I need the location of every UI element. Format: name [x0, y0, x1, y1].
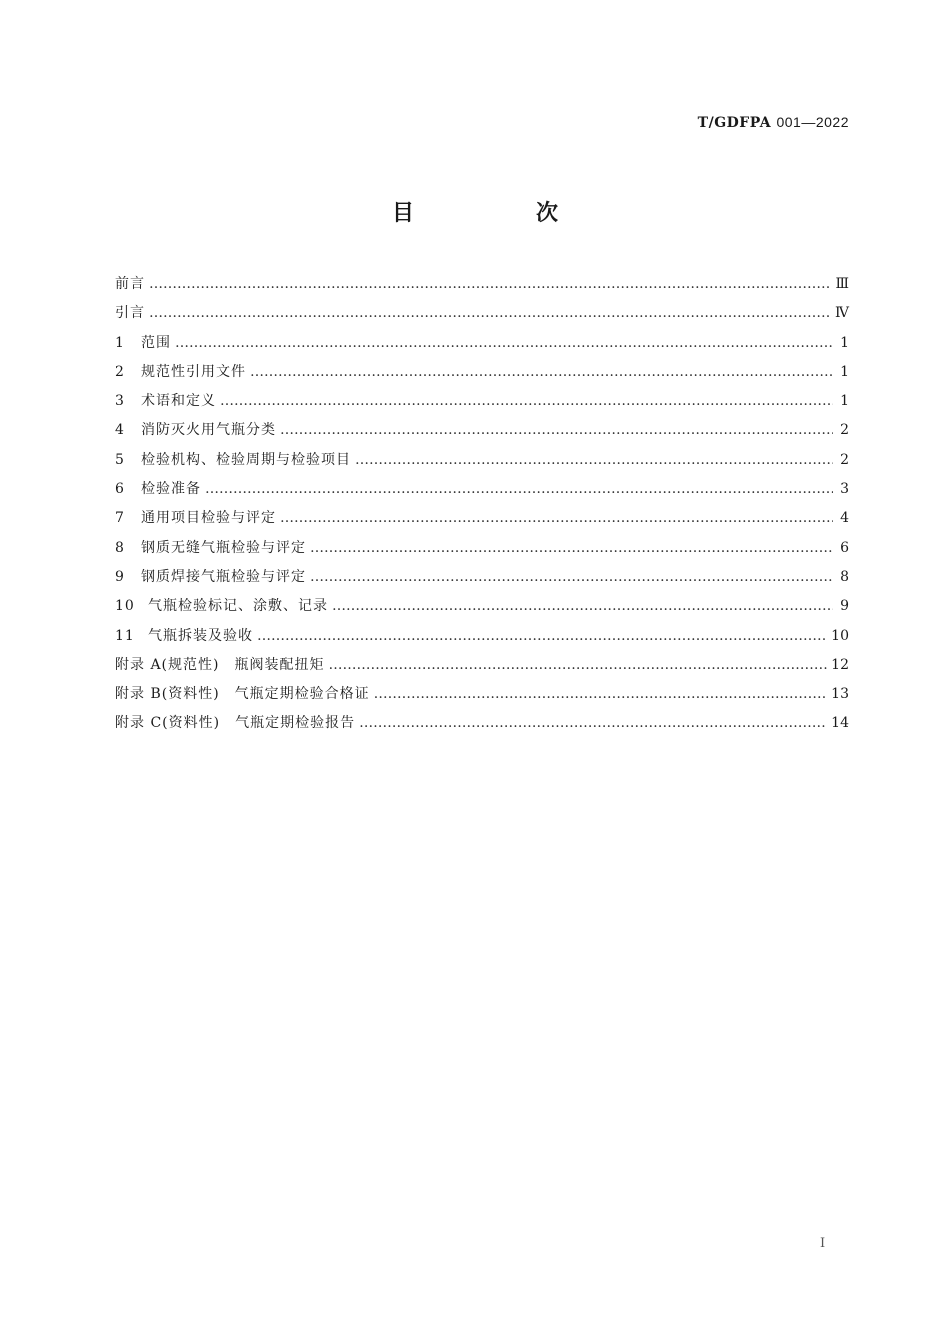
toc-entry-label: 检验准备 — [141, 481, 201, 498]
toc-entry-appendix-b[interactable] — [115, 684, 849, 713]
toc-leader-dots — [280, 508, 833, 528]
toc-entry-page: 1 — [840, 393, 849, 410]
page-number: Ⅰ — [820, 1236, 826, 1251]
toc-entry-number: 11 — [115, 627, 135, 644]
toc-leader-dots — [149, 274, 831, 294]
toc-entry-9[interactable] — [115, 567, 849, 596]
toc-entry-1[interactable] — [115, 333, 849, 362]
toc-entry-label: 消防灭火用气瓶分类 — [141, 422, 276, 439]
toc-entry-label: 前言 — [115, 276, 145, 292]
toc-leader-dots — [328, 655, 827, 675]
toc-entry-page: 1 — [840, 363, 849, 380]
toc-leader-dots — [359, 713, 827, 733]
toc-leader-dots — [374, 684, 828, 704]
toc-entry-page: 4 — [840, 510, 849, 527]
toc-entry-11[interactable] — [115, 626, 849, 655]
toc-entry-label: 范围 — [141, 334, 171, 351]
toc-entry-page: 2 — [840, 422, 849, 439]
table-of-contents — [115, 274, 849, 743]
toc-entry-page: 10 — [831, 627, 849, 644]
toc-entry-label: 通用项目检验与评定 — [141, 510, 276, 527]
toc-entry-label: 引言 — [115, 305, 145, 322]
toc-entry-number: 2 — [115, 363, 125, 380]
document-code-number: 001—2022 — [776, 114, 849, 130]
toc-leader-dots — [250, 362, 833, 382]
toc-leader-dots — [310, 567, 833, 587]
toc-entry-label: 附录 C(资料性) 气瓶定期检验报告 — [115, 715, 356, 732]
toc-title: 目 次 — [391, 201, 608, 226]
toc-entry-page: 13 — [831, 686, 849, 703]
toc-entry-number: 5 — [115, 451, 125, 468]
toc-entry-number: 9 — [115, 568, 125, 585]
toc-entry-label: 气瓶检验标记、涂敷、记录 — [148, 598, 328, 615]
toc-entry-label: 钢质焊接气瓶检验与评定 — [141, 568, 306, 585]
toc-entry-5[interactable] — [115, 450, 849, 479]
toc-entry-number: 7 — [115, 510, 125, 527]
toc-entry-number: 1 — [115, 334, 125, 351]
toc-entry-page: 8 — [840, 568, 849, 585]
toc-entry-3[interactable] — [115, 391, 849, 420]
toc-entry-appendix-c[interactable] — [115, 713, 849, 742]
toc-leader-dots — [332, 596, 833, 616]
toc-leader-dots — [175, 333, 833, 353]
toc-leader-dots — [257, 626, 827, 646]
toc-entry-label: 术语和定义 — [141, 393, 216, 410]
toc-entry-label: 规范性引用文件 — [141, 363, 246, 380]
toc-entry-label: 检验机构、检验周期与检验项目 — [141, 451, 351, 468]
toc-leader-dots — [310, 538, 833, 558]
toc-entry-page: Ⅳ — [835, 305, 849, 322]
document-code-prefix: T/GDFPA — [697, 115, 772, 131]
toc-leader-dots — [280, 420, 833, 440]
toc-entry-number: 3 — [115, 393, 125, 410]
toc-entry-appendix-a[interactable] — [115, 655, 849, 684]
toc-entry-page: 6 — [840, 539, 849, 556]
toc-entry-8[interactable] — [115, 538, 849, 567]
toc-entry-page: 14 — [831, 715, 849, 732]
toc-entry-foreword[interactable] — [115, 274, 849, 303]
toc-entry-label: 钢质无缝气瓶检验与评定 — [141, 539, 306, 556]
toc-entry-label: 附录 A(规范性) 瓶阀装配扭矩 — [115, 656, 325, 673]
toc-entry-introduction[interactable] — [115, 303, 849, 332]
toc-entry-page: 2 — [840, 451, 849, 468]
toc-entry-4[interactable] — [115, 420, 849, 449]
toc-entry-number: 4 — [115, 422, 125, 439]
toc-entry-2[interactable] — [115, 362, 849, 391]
toc-entry-page: 12 — [831, 656, 849, 673]
toc-entry-page: Ⅲ — [835, 276, 849, 292]
toc-entry-7[interactable] — [115, 508, 849, 537]
toc-leader-dots — [220, 391, 833, 411]
toc-entry-label: 气瓶拆装及验收 — [148, 627, 253, 644]
toc-entry-page: 3 — [840, 481, 849, 498]
document-code — [698, 114, 849, 131]
toc-leader-dots — [205, 479, 833, 499]
toc-leader-dots — [149, 303, 831, 323]
toc-entry-6[interactable] — [115, 479, 849, 508]
toc-entry-number: 10 — [115, 598, 135, 615]
toc-entry-10[interactable] — [115, 596, 849, 625]
toc-entry-label: 附录 B(资料性) 气瓶定期检验合格证 — [115, 686, 370, 703]
toc-entry-number: 6 — [115, 481, 125, 498]
toc-entry-page: 1 — [840, 334, 849, 351]
toc-entry-number: 8 — [115, 539, 125, 556]
toc-leader-dots — [355, 450, 833, 470]
toc-entry-page: 9 — [840, 598, 849, 615]
